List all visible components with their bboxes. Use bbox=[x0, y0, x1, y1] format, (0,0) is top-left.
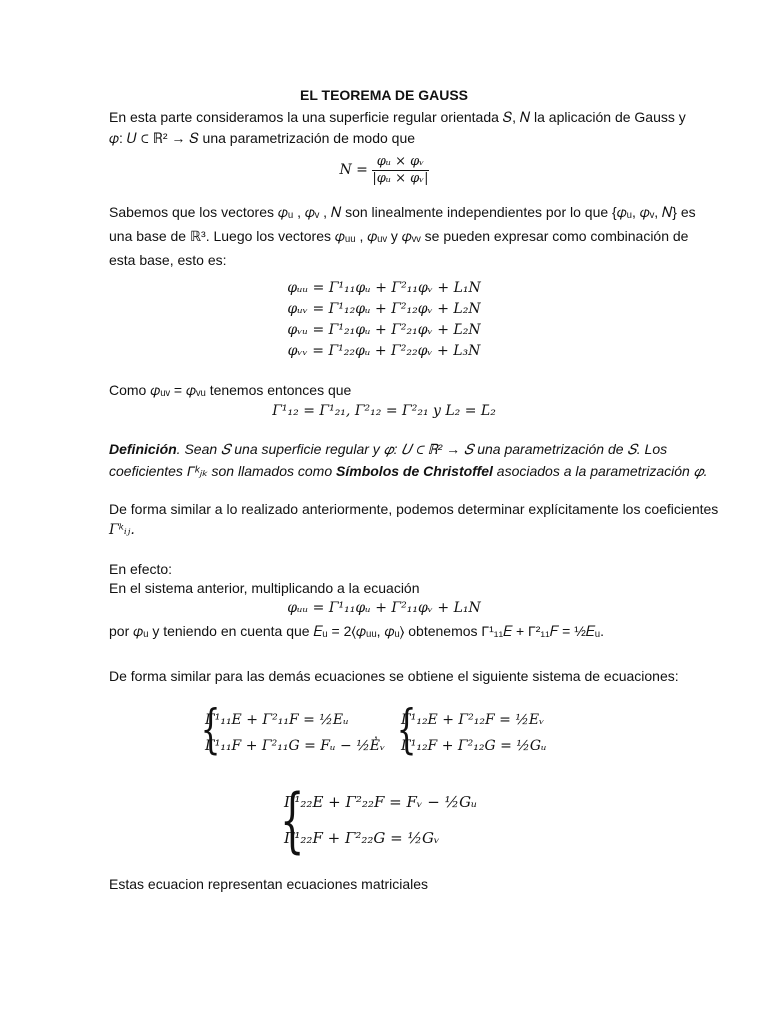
para2-line-1: Sabemos que los vectores 𝜑ᵤ , 𝜑ᵥ , 𝑁 son linealmente independientes por lo que {𝜑ᵤ, 𝜑ᵥ, 𝑁} es bbox=[109, 204, 696, 220]
efecto-equation: 𝜑ᵤᵤ = Γ¹₁₁𝜑ᵤ + Γ²₁₁𝜑ᵥ + 𝐿₁𝑁 bbox=[287, 600, 481, 616]
system-1-brace: { bbox=[200, 700, 221, 760]
efecto-line-2: En el sistema anterior, multiplicando a la ecuación bbox=[109, 580, 420, 596]
equation-N-lhs: 𝑁 = bbox=[339, 162, 373, 178]
system-1-eq-2: Γ¹₁₁𝐹 + Γ²₁₁𝐺 = 𝐹ᵤ − ½𝐸ᵥ bbox=[205, 738, 386, 754]
efecto-line-3: por 𝜑ᵤ y teniendo en cuenta que 𝐸ᵤ = 2⟨𝜑ᵤᵤ, 𝜑ᵤ⟩ obtenemos Γ¹₁₁𝐸 + Γ²₁₁𝐹 = ½𝐸ᵤ. bbox=[109, 623, 604, 639]
definition-line-2-c: asociados a la parametrización 𝜑. bbox=[492, 463, 708, 479]
page-title: EL TEOREMA DE GAUSS bbox=[299, 87, 469, 103]
system-2-eq-2: Γ¹₁₂𝐹 + Γ²₁₂𝐺 = ½𝐺ᵤ bbox=[401, 738, 547, 754]
como-equation: Γ¹₁₂ = Γ¹₂₁, Γ²₁₂ = Γ²₂₁ y 𝐿₂ = 𝐿̄₂ bbox=[272, 403, 496, 419]
equation-N-fraction bbox=[372, 154, 428, 187]
intro-line-1: En esta parte consideramos la una superficie regular orientada 𝑆, 𝑁 la aplicación de Gauss y bbox=[109, 109, 686, 125]
para3-line-1: De forma similar a lo realizado anteriormente, podemos determinar explícitamente los coeficientes bbox=[109, 501, 719, 517]
efecto-line-1: En efecto: bbox=[109, 561, 173, 577]
equation-N-numerator: 𝜑ᵤ × 𝜑ᵥ bbox=[372, 154, 428, 171]
intro-line-2: 𝜑: 𝑈 ⊂ ℝ² → 𝑆 una parametrización de modo que bbox=[109, 130, 416, 146]
definition-line-2-a: coeficientes Γᵏⱼₖ son llamados como bbox=[109, 463, 337, 479]
system-eq-3: 𝜑ᵥᵤ = Γ¹₂₁𝜑ᵤ + Γ²₂₁𝜑ᵥ + 𝐿̄₂𝑁 bbox=[287, 322, 481, 338]
system-3-eq-2: Γ¹₂₂𝐹 + Γ²₂₂𝐺 = ½𝐺ᵥ bbox=[284, 829, 440, 847]
system-1-eq-1: Γ¹₁₁𝐸 + Γ²₁₁𝐹 = ½𝐸ᵤ bbox=[205, 712, 349, 728]
equation-N bbox=[0, 152, 768, 188]
definition-line-1 bbox=[109, 440, 668, 458]
system-eq-4: 𝜑ᵥᵥ = Γ¹₂₂𝜑ᵤ + Γ²₂₂𝜑ᵥ + 𝐿₃𝑁 bbox=[287, 343, 481, 359]
system-eq-2: 𝜑ᵤᵥ = Γ¹₁₂𝜑ᵤ + Γ²₁₂𝜑ᵥ + 𝐿₂𝑁 bbox=[287, 301, 481, 317]
system-2-brace: { bbox=[396, 700, 417, 760]
definition-line-2 bbox=[109, 462, 708, 480]
system-3-brace: { bbox=[280, 779, 305, 861]
system-2-eq-1: Γ¹₁₂𝐸 + Γ²₁₂𝐹 = ½𝐸ᵥ bbox=[401, 712, 545, 728]
como-line: Como 𝜑ᵤᵥ = 𝜑ᵥᵤ tenemos entonces que bbox=[109, 382, 352, 398]
definition-line-1-text: . Sean 𝑆 una superficie regular y 𝜑: 𝑈 ⊂ ℝ² → 𝑆 una parametrización de 𝑆. Los bbox=[176, 441, 668, 457]
closing-line: Estas ecuacion representan ecuaciones matriciales bbox=[109, 876, 429, 892]
equation-N-denominator: |𝜑ᵤ × 𝜑ᵥ| bbox=[372, 170, 429, 186]
para2-line-3: esta base, esto es: bbox=[109, 252, 227, 268]
para3-line-2: Γᵏᵢⱼ. bbox=[109, 522, 135, 538]
para4: De forma similar para las demás ecuaciones se obtiene el siguiente sistema de ecuaciones: bbox=[109, 668, 679, 684]
definition-label: Definición bbox=[109, 441, 177, 457]
system-eq-1: 𝜑ᵤᵤ = Γ¹₁₁𝜑ᵤ + Γ²₁₁𝜑ᵥ + 𝐿₁𝑁 bbox=[287, 280, 481, 296]
system-3-eq-1: Γ¹₂₂𝐸 + Γ²₂₂𝐹 = 𝐹ᵥ − ½𝐺ᵤ bbox=[284, 793, 478, 811]
christoffel-term: Símbolos de Christoffel bbox=[336, 463, 493, 479]
system-separator: , bbox=[374, 725, 378, 741]
para2-line-2: una base de ℝ³. Luego los vectores 𝜑ᵤᵤ , 𝜑ᵤᵥ y 𝜑ᵥᵥ se pueden expresar como combinación de bbox=[109, 228, 689, 244]
